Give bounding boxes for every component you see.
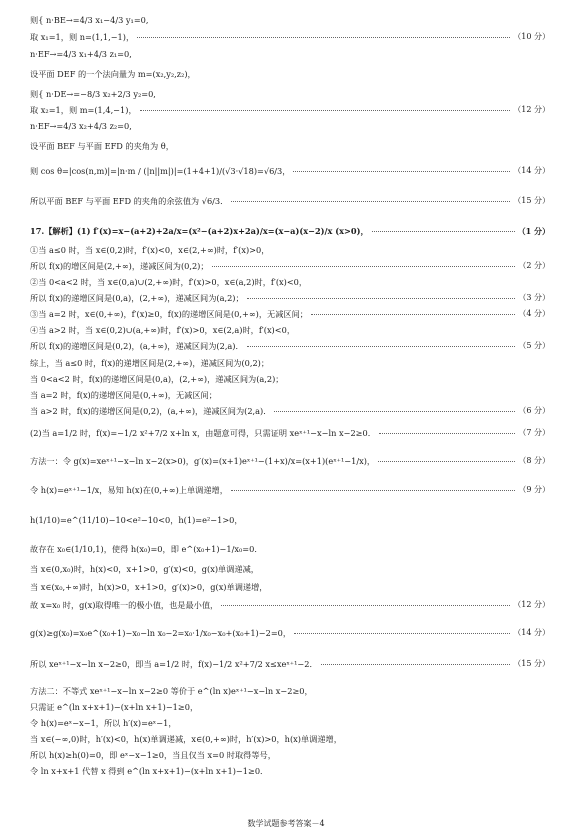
score-mark: （7 分） xyxy=(518,428,550,437)
text-line: 当 x∈(−∞,0)时，h′(x)<0，h(x)单调递减，x∈(0,+∞)时，h′(x)>0，h(x)单调递增， xyxy=(30,734,342,744)
text-line: 取 x₁=1，则 n=(1,1,−1)， （10 分） xyxy=(30,32,550,42)
text-line: 令 h(x)=eˣ⁺¹−1/x，易知 h(x)在(0,+∞)上单调递增， （9 分） xyxy=(30,485,550,495)
text-line: 所以平面 BEF 与平面 EFD 的夹角的余弦值为 √6/3． （15 分） xyxy=(30,196,550,206)
score-mark: （3 分） xyxy=(518,293,550,302)
score-mark: （10 分） xyxy=(513,32,550,41)
score-mark: （15 分） xyxy=(513,196,550,205)
text-line: 故存在 x₀∈(1/10,1)，使得 h(x₀)=0，即 e^(x₀+1)−1/x₀=0． xyxy=(30,544,263,554)
text-line: 则{ n·DE→=−8/3 x₂+2/3 y₂=0, xyxy=(30,89,156,99)
text-line: ④当 a>2 时，当 x∈(0,2)∪(a,+∞)时，f′(x)>0，x∈(2,a)时，f′(x)<0， xyxy=(30,325,296,335)
text-line: 则 cos θ=|cos(n,m)|=|n·m / (|n||m|)|=(1+4+1)/(√3·√18)=√6/3， （14 分） xyxy=(30,166,550,176)
text-line: 综上，当 a≤0 时，f(x)的递增区间是(2,+∞)，递减区间为(0,2)； xyxy=(30,358,270,368)
text-line: 当 x∈(x₀,+∞)时，h(x)>0，x+1>0，g′(x)>0，g(x)单调递增， xyxy=(30,582,268,592)
page-footer: 数学试题参考答案－4 xyxy=(247,819,325,828)
score-mark: （12 分） xyxy=(513,105,550,114)
text-line: 取 x₂=1，则 m=(1,4,−1)， （12 分） xyxy=(30,105,550,115)
score-mark: （4 分） xyxy=(518,309,550,318)
text-line: 令 ln x+x+1 代替 x 得到 e^(ln x+x+1)−(x+ln x+1)−1≥0． xyxy=(30,766,269,776)
score-mark: （2 分） xyxy=(518,261,550,270)
text-line: 只需证 e^(ln x+x+1)−(x+ln x+1)−1≥0， xyxy=(30,702,199,712)
text-line: 设平面 BEF 与平面 EFD 的夹角为 θ， xyxy=(30,141,174,151)
score-mark: （6 分） xyxy=(518,406,550,415)
text-line: ①当 a≤0 时，当 x∈(0,2)时，f′(x)<0，x∈(2,+∞)时，f′(x)>0， xyxy=(30,245,270,255)
text-line: 所以 h(x)≥h(0)=0，即 eˣ−x−1≥0，当且仅当 x=0 时取得等号， xyxy=(30,750,276,760)
text-line: 所以 f(x)的递增区间是(0,a)，(2,+∞)，递减区间为(a,2)； （3 分） xyxy=(30,293,550,303)
text-line: (2)当 a=1/2 时，f(x)=−1/2 x²+7/2 x+ln x，由题意可得，只需证明 xeˣ⁺¹−x−ln x−2≥0． （7 分） xyxy=(30,428,550,438)
text-line: n·EF→=4/3 x₁+4/3 z₁=0, xyxy=(30,49,132,59)
text-line: n·EF→=4/3 x₂+4/3 z₂=0, xyxy=(30,121,132,131)
text-line: ③当 a=2 时，x∈(0,+∞)，f′(x)≥0，f(x)的递增区间是(0,+∞)，无减区间； （4 分） xyxy=(30,309,550,319)
score-mark: （14 分） xyxy=(513,628,550,637)
text-line: g(x)≥g(x₀)=x₀e^(x₀+1)−x₀−ln x₀−2=x₀·1/x₀−x₀+(x₀+1)−2=0， （14 分） xyxy=(30,628,550,638)
text-line: 所以 f(x)的增区间是(2,+∞)，递减区间为(0,2)； （2 分） xyxy=(30,261,550,271)
text-line: 方法二：不等式 xeˣ⁺¹−x−ln x−2≥0 等价于 e^(ln x)eˣ⁺¹−x−ln x−2≥0， xyxy=(30,686,313,696)
score-mark: （14 分） xyxy=(513,166,550,175)
text-line: 则{ n·BE→=4/3 x₁−4/3 y₁=0, xyxy=(30,15,149,25)
text-line: 所以 f(x)的递增区间是(0,2)，(a,+∞)，递减区间为(2,a)． （5 分） xyxy=(30,341,550,351)
score-mark: （8 分） xyxy=(518,456,550,465)
text-line: ②当 0<a<2 时，当 x∈(0,a)∪(2,+∞)时，f′(x)>0，x∈(a,2)时，f′(x)<0， xyxy=(30,277,308,287)
score-mark: （5 分） xyxy=(518,341,550,350)
text-line: 当 a=2 时，f(x)的递增区间是(0,+∞)，无减区间； xyxy=(30,390,217,400)
text-line: 当 x∈(0,x₀)时，h(x)<0，x+1>0，g′(x)<0，g(x)单调递减， xyxy=(30,564,259,574)
score-mark: （9 分） xyxy=(518,485,550,494)
text-line: 故 x=x₀ 时，g(x)取得唯一的极小值，也是最小值， （12 分） xyxy=(30,600,550,610)
text-line: 令 h(x)=eˣ−x−1，所以 h′(x)=eˣ−1， xyxy=(30,718,177,728)
score-mark: （1 分） xyxy=(517,226,550,236)
text-line: 当 a>2 时，f(x)的递增区间是(0,2)，(a,+∞)，递减区间为(2,a)． （6 分） xyxy=(30,406,550,416)
problem-17-heading: 17.【解析】(1) f′(x)=x−(a+2)+2a/x=(x²−(a+2)x+2a)/x=(x−a)(x−2)/x (x>0)， （1 分） xyxy=(30,226,550,236)
score-mark: （15 分） xyxy=(513,659,550,668)
text-line: 方法一：令 g(x)=xeˣ⁺¹−x−ln x−2(x>0)，g′(x)=(x+1)eˣ⁺¹−(1+x)/x=(x+1)(eˣ⁺¹−1/x)， （8 分） xyxy=(30,456,550,466)
text-line: 设平面 DEF 的一个法向量为 m=(x₂,y₂,z₂)， xyxy=(30,69,196,79)
score-mark: （12 分） xyxy=(513,600,550,609)
text-line: 当 0<a<2 时，f(x)的递增区间是(0,a)，(2,+∞)，递减区间为(a,2)； xyxy=(30,374,284,384)
text-line: h(1/10)=e^(11/10)−10<e²−10<0，h(1)=e²−1>0， xyxy=(30,515,243,525)
text-line: 所以 xeˣ⁺¹−x−ln x−2≥0，即当 a=1/2 时，f(x)−1/2 x²+7/2 x≤xeˣ⁺¹−2． （15 分） xyxy=(30,659,550,669)
